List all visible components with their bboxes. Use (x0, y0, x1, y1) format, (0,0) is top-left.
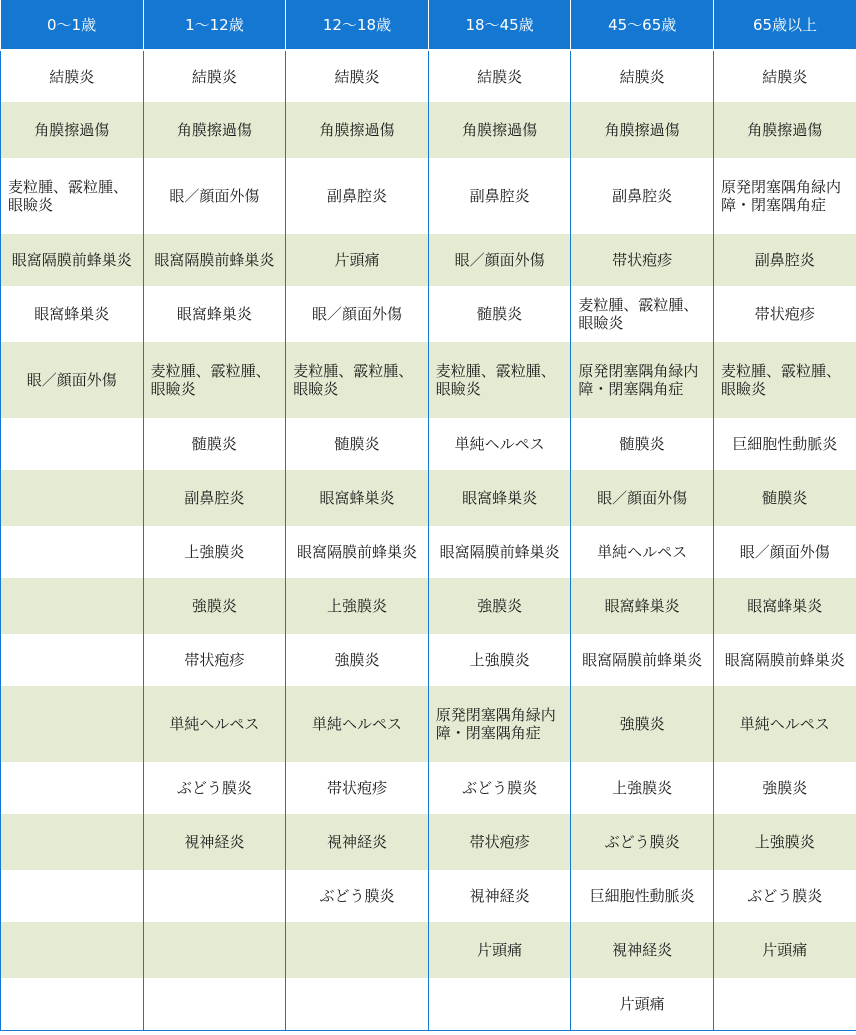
table-row (1, 50, 856, 102)
table-row (1, 686, 856, 762)
table-cell: 巨細胞性動脈炎 (713, 418, 856, 470)
table-cell: 片頭痛 (571, 978, 714, 1030)
table-cell: 角膜擦過傷 (571, 102, 714, 158)
table-cell: 眼窩蜂巣炎 (286, 470, 429, 526)
table-body (1, 50, 856, 1030)
header-age-1-12: 1〜12歳 (143, 0, 286, 50)
table-cell: 単純ヘルペス (286, 686, 429, 762)
table-cell: 結膜炎 (143, 50, 286, 102)
table-row (1, 634, 856, 686)
table-cell: 眼／顔面外傷 (571, 470, 714, 526)
table-cell: 強膜炎 (713, 762, 856, 814)
table-cell (143, 870, 286, 922)
table-cell: 強膜炎 (428, 578, 571, 634)
table-cell: 原発閉塞隅角緑内障・閉塞隅角症 (571, 342, 714, 418)
table-cell: 帯状疱疹 (286, 762, 429, 814)
table-cell: ぶどう膜炎 (286, 870, 429, 922)
table-cell (143, 922, 286, 978)
table-row (1, 286, 856, 342)
table-row (1, 418, 856, 470)
header-age-45-65: 45〜65歳 (571, 0, 714, 50)
table-cell: 角膜擦過傷 (143, 102, 286, 158)
table-cell (1, 870, 144, 922)
table-row (1, 158, 856, 234)
table-cell: 単純ヘルペス (571, 526, 714, 578)
table-row (1, 102, 856, 158)
header-age-18-45: 18〜45歳 (428, 0, 571, 50)
table-cell: 結膜炎 (428, 50, 571, 102)
table-cell: 麦粒腫、霰粒腫、眼瞼炎 (713, 342, 856, 418)
table-cell: 片頭痛 (286, 234, 429, 286)
table-cell: 上強膜炎 (143, 526, 286, 578)
table-cell: 眼／顔面外傷 (286, 286, 429, 342)
table-cell (286, 978, 429, 1030)
table-cell (1, 814, 144, 870)
table-cell: 結膜炎 (1, 50, 144, 102)
table-cell: ぶどう膜炎 (143, 762, 286, 814)
table-row (1, 470, 856, 526)
table-cell (286, 922, 429, 978)
table-cell: 原発閉塞隅角緑内障・閉塞隅角症 (713, 158, 856, 234)
table-cell: 帯状疱疹 (713, 286, 856, 342)
table-cell: 眼窩隔膜前蜂巣炎 (286, 526, 429, 578)
table-cell: 髄膜炎 (428, 286, 571, 342)
table-cell: 眼窩隔膜前蜂巣炎 (1, 234, 144, 286)
table-cell (1, 686, 144, 762)
table-cell: 眼窩隔膜前蜂巣炎 (143, 234, 286, 286)
table-cell: 単純ヘルペス (428, 418, 571, 470)
table-row (1, 814, 856, 870)
table-cell: 帯状疱疹 (143, 634, 286, 686)
table-row (1, 342, 856, 418)
table-row (1, 922, 856, 978)
table-cell: ぶどう膜炎 (428, 762, 571, 814)
table-cell: 強膜炎 (286, 634, 429, 686)
table-cell: 眼窩隔膜前蜂巣炎 (571, 634, 714, 686)
table-cell (1, 418, 144, 470)
table-cell: 角膜擦過傷 (286, 102, 429, 158)
table-cell: 副鼻腔炎 (428, 158, 571, 234)
table-cell (1, 762, 144, 814)
table-cell: 眼窩隔膜前蜂巣炎 (428, 526, 571, 578)
table-cell: 眼／顔面外傷 (143, 158, 286, 234)
table-cell: 髄膜炎 (571, 418, 714, 470)
table-cell: 上強膜炎 (713, 814, 856, 870)
table-cell: 副鼻腔炎 (143, 470, 286, 526)
table-cell: 単純ヘルペス (713, 686, 856, 762)
table-cell: 結膜炎 (286, 50, 429, 102)
table-cell: 視神経炎 (571, 922, 714, 978)
table-cell: 原発閉塞隅角緑内障・閉塞隅角症 (428, 686, 571, 762)
table-cell: 眼／顔面外傷 (1, 342, 144, 418)
table-cell: ぶどう膜炎 (713, 870, 856, 922)
header-row (1, 0, 856, 50)
table-cell: 麦粒腫、霰粒腫、眼瞼炎 (571, 286, 714, 342)
table-cell: 髄膜炎 (713, 470, 856, 526)
table-cell: 上強膜炎 (428, 634, 571, 686)
table-cell: 麦粒腫、霰粒腫、眼瞼炎 (286, 342, 429, 418)
table-row (1, 762, 856, 814)
table-cell: 視神経炎 (428, 870, 571, 922)
header-age-0-1: 0〜1歳 (1, 0, 144, 50)
table-cell: 麦粒腫、霰粒腫、眼瞼炎 (1, 158, 144, 234)
table-row (1, 978, 856, 1030)
table-cell: 角膜擦過傷 (713, 102, 856, 158)
table-cell: 結膜炎 (713, 50, 856, 102)
table-cell (1, 978, 144, 1030)
table-cell: 帯状疱疹 (571, 234, 714, 286)
table-cell: 副鼻腔炎 (286, 158, 429, 234)
table-cell (1, 922, 144, 978)
table-cell: 眼／顔面外傷 (428, 234, 571, 286)
table-cell (428, 978, 571, 1030)
table-cell: 上強膜炎 (286, 578, 429, 634)
table-cell: 眼窩隔膜前蜂巣炎 (713, 634, 856, 686)
table-cell: 眼／顔面外傷 (713, 526, 856, 578)
header-age-12-18: 12〜18歳 (286, 0, 429, 50)
table-row (1, 870, 856, 922)
table-cell (713, 978, 856, 1030)
table-cell: 上強膜炎 (571, 762, 714, 814)
table-cell: 副鼻腔炎 (571, 158, 714, 234)
table-cell: 髄膜炎 (143, 418, 286, 470)
table-cell (1, 526, 144, 578)
header-age-65-plus: 65歳以上 (713, 0, 856, 50)
table-cell (1, 634, 144, 686)
table-cell: 強膜炎 (571, 686, 714, 762)
table-cell: 角膜擦過傷 (428, 102, 571, 158)
table-header (1, 0, 856, 50)
table-cell (1, 578, 144, 634)
table-cell: 髄膜炎 (286, 418, 429, 470)
table-cell (1, 470, 144, 526)
table-cell: 単純ヘルペス (143, 686, 286, 762)
table-cell: 視神経炎 (286, 814, 429, 870)
table-cell: 結膜炎 (571, 50, 714, 102)
table-cell: 眼窩蜂巣炎 (713, 578, 856, 634)
table-cell: 眼窩蜂巣炎 (428, 470, 571, 526)
table-cell: 麦粒腫、霰粒腫、眼瞼炎 (428, 342, 571, 418)
table-cell: ぶどう膜炎 (571, 814, 714, 870)
table-cell: 眼窩蜂巣炎 (1, 286, 144, 342)
table-cell: 麦粒腫、霰粒腫、眼瞼炎 (143, 342, 286, 418)
table-cell: 眼窩蜂巣炎 (571, 578, 714, 634)
table-cell: 眼窩蜂巣炎 (143, 286, 286, 342)
table-cell: 巨細胞性動脈炎 (571, 870, 714, 922)
table-cell: 片頭痛 (713, 922, 856, 978)
table-cell: 角膜擦過傷 (1, 102, 144, 158)
table-cell (143, 978, 286, 1030)
table-row (1, 234, 856, 286)
table-cell: 強膜炎 (143, 578, 286, 634)
table-cell: 帯状疱疹 (428, 814, 571, 870)
table-cell: 副鼻腔炎 (713, 234, 856, 286)
table-row (1, 526, 856, 578)
table-row (1, 578, 856, 634)
table-cell: 視神経炎 (143, 814, 286, 870)
table-cell: 片頭痛 (428, 922, 571, 978)
